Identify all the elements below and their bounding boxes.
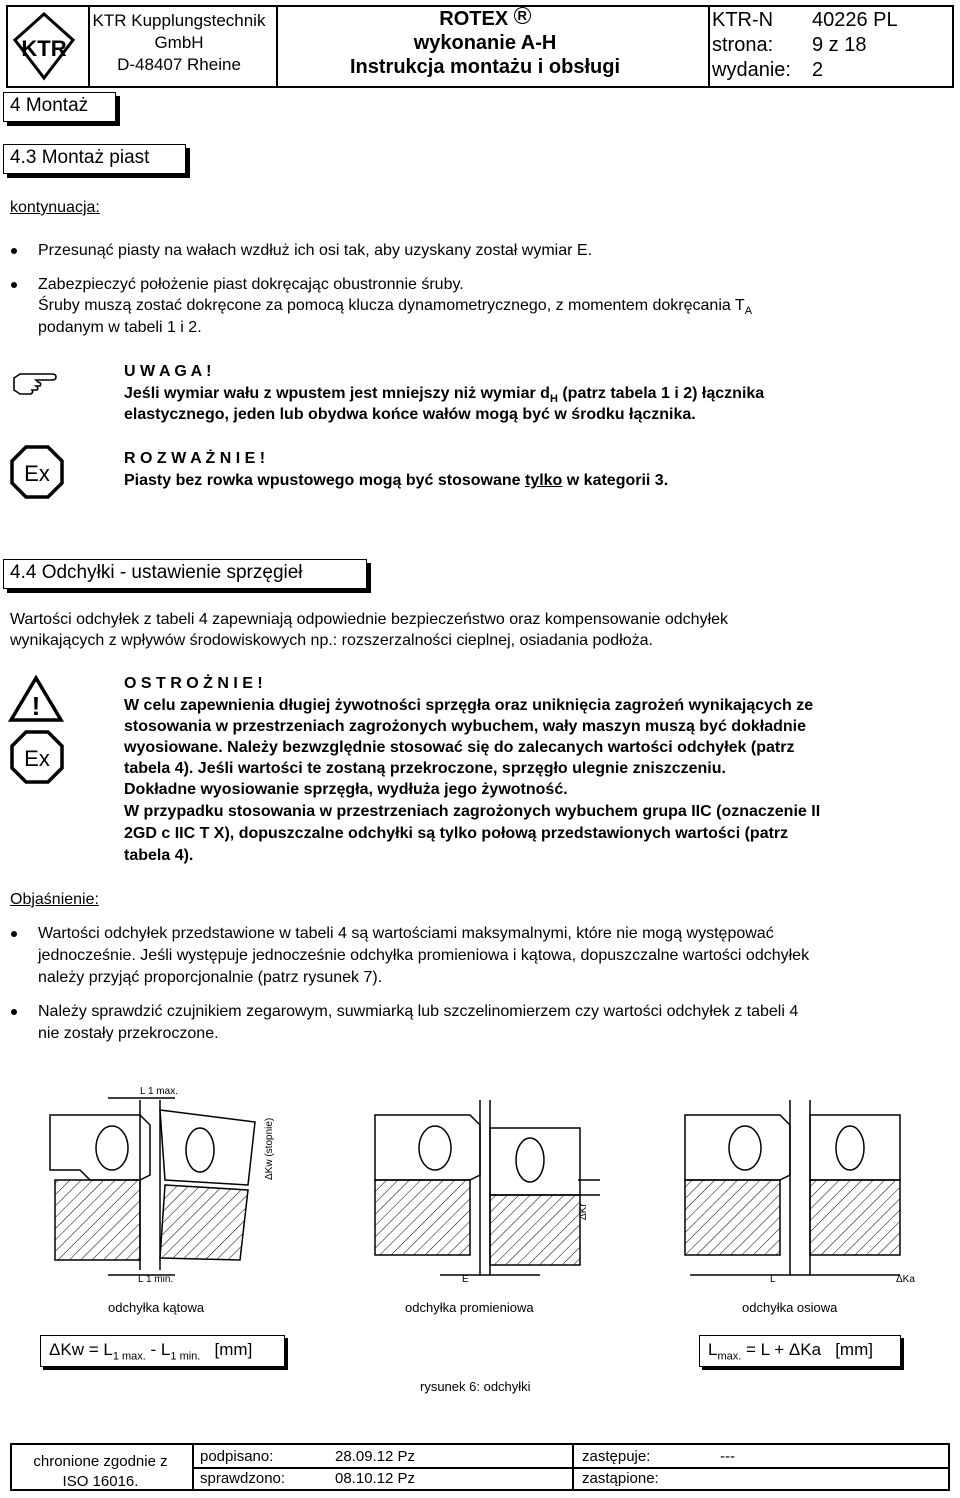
attention-title: U W A G A ! [124,363,212,380]
formula-axial: $L_{max.} = L + \Delta Ka$ [mm] [699,1335,901,1367]
axial-misalignment-drawing [685,1100,900,1275]
consider-title: R O Z W A Ż N I E ! [124,450,266,467]
caution-line: W przypadku stosowania w przestrzeniach zagrożonych wybuchem grupa IIC (oznaczenie II [124,803,821,820]
caption-axial: odchyłka osiowa [742,1300,838,1315]
torque-text-cont: podanym w tabeli 1 i 2. [38,319,202,336]
explanation-bullet-1: Wartości odchyłek przedstawione w tabeli 4 są wartościami maksymalnymi, które nie mogą występować [38,925,774,942]
label-kr: ΔKr [578,1203,589,1220]
radial-misalignment-drawing [375,1100,600,1275]
caution-line: wyosiowane. Należy bezwzględnie stosować się do zalecanych wartości odchyłek (patrz [124,739,795,756]
misalignment-figure [0,1080,960,1290]
caution-line: tabela 4). [124,847,194,864]
bullet-shift-hubs: Przesunąć piasty na wałach wzdłuż ich osi tak, aby uzyskany został wymiar E. [38,242,593,259]
footer-replaces-label: zastępuje: [582,1448,651,1465]
footer-norm: chronione zgodnie z ISO 16016. [33,1453,168,1490]
svg-text:Ex: Ex [24,746,50,771]
document-title: Instrukcja montażu i obsługi [349,56,621,78]
explanation-bullet-2: Należy sprawdzić czujnikiem zegarowym, suwmiarką lub szczelinomierzem czy wartości odchyłek z tabeli 4 [38,1003,799,1020]
product-title [290,7,680,79]
attention-text-cont: elastycznego, jeden lub obydwa końce wałów mogą być w środku łącznika. [124,406,696,423]
explanation-bullet-1-cont: należy przyjąć proporcjonalnie (patrz rysunek 7). [38,969,383,986]
svg-text:Ex: Ex [24,461,50,486]
footer-replaced-by-label: zastąpione: [582,1470,659,1487]
label-l1max: L 1 max. [140,1086,178,1097]
label-l1min: L 1 min. [138,1274,174,1285]
footer-checked-value: 08.10.12 Pz [335,1470,416,1487]
edition-label: wydanie: [712,59,791,81]
torque-text: Śruby muszą zostać dokręcone za pomocą klucza dynamometrycznego, z momentem dokręcania $T_A$ [38,297,753,318]
section-4-3-heading: 4.3 Montaż piast [3,144,186,174]
page-value: 9 z 18 [812,34,867,56]
footer-replaces-value: --- [720,1448,735,1465]
company-form: GmbH [154,33,204,52]
continuation-label: kontynuacja: [10,199,100,216]
intro-4-4-line1: Wartości odchyłek z tabeli 4 zapewniają odpowiednie bezpieczeństwo oraz kompensowanie odchyłek [10,611,729,628]
figure-caption: rysunek 6: odchyłki [420,1379,531,1394]
ex-icon [10,730,64,789]
attention-text: Jeśli wymiar wału z wpustem jest mniejszy niż wymiar $d_H$ (patrz tabela 1 i 2) łącznika [124,385,765,406]
ktr-logo [13,12,75,82]
caution-line: tabela 4). Jeśli wartości te zostaną przekroczone, sprzęgło ulegnie zniszczeniu. [124,760,726,777]
company-address: D-48407 Rheine [117,55,241,74]
intro-4-4-line2: wynikających z wpływów środowiskowych np.: rozszerzalności cieplnej, osiadania podłoża. [10,632,653,649]
bullet-secure-hubs: Zabezpieczyć położenie piast dokręcając obustronnie śruby. [38,276,464,293]
doc-meta [712,8,898,83]
consider-text: Piasty bez rowka wpustowego mogą być stosowane tylko w kategorii 3. [124,472,669,489]
doc-code-value: 40226 PL [812,9,898,31]
label-ka: ΔKa [896,1274,915,1285]
edition-value: 2 [812,59,824,81]
explanation-label: Objaśnienie: [10,891,99,908]
section-4-heading: 4 Montaż [3,92,116,122]
svg-text:KTR: KTR [21,36,67,61]
product-name: ROTEX [439,8,509,30]
label-e: E [462,1274,469,1285]
ex-icon [10,445,64,504]
section-4-4-heading: 4.4 Odchyłki - ustawienie sprzęgieł [3,559,367,589]
caution-line: 2GD c IIC T X), dopuszczalne odchyłki są tylko połową przedstawionych wartości (patrz [124,825,789,842]
company-name: KTR Kupplungstechnik [92,11,266,30]
product-variant: wykonanie A-H [413,32,557,54]
label-l: L [770,1274,776,1285]
caption-radial: odchyłka promieniowa [405,1300,534,1315]
formula-angular: $\Delta Kw = L_{1 max.} - L_{1 min.}$ [mm] [40,1335,285,1367]
caution-line: W celu zapewnienia długiej żywotności sprzęgła oraz uniknięcia zagrożeń wynikających ze [124,697,814,714]
page-label: strona: [712,34,774,56]
doc-code-label: KTR-N [712,9,774,31]
angular-misalignment-drawing [50,1098,255,1275]
registered-mark: R [514,7,531,24]
footer-signed-label: podpisano: [200,1448,274,1465]
caution-title: O S T R O Ż N I E ! [124,675,263,692]
caution-line: stosowania w przestrzeniach zagrożonych wybuchem, wały maszyn muszą być dokładnie [124,718,806,735]
explanation-bullet-1-cont: jednocześnie. Jeśli występuje jednocześnie odchyłka promieniowa i kątowa, dopuszczalne wartości odchyłek [38,947,810,964]
footer-checked-label: sprawdzono: [200,1470,286,1487]
svg-text:!: ! [31,691,41,721]
warning-triangle-icon [8,675,64,728]
footer-signed-value: 28.09.12 Pz [335,1448,416,1465]
caption-angular: odchyłka kątowa [108,1300,205,1315]
company-info [90,10,268,76]
explanation-bullet-2-cont: nie zostały przekroczone. [38,1025,219,1042]
pointing-hand-icon [12,368,58,401]
label-kw: ΔKw (stopnie) [264,1117,275,1180]
caution-line: Dokładne wyosiowanie sprzęgła, wydłuża jego żywotność. [124,781,568,798]
